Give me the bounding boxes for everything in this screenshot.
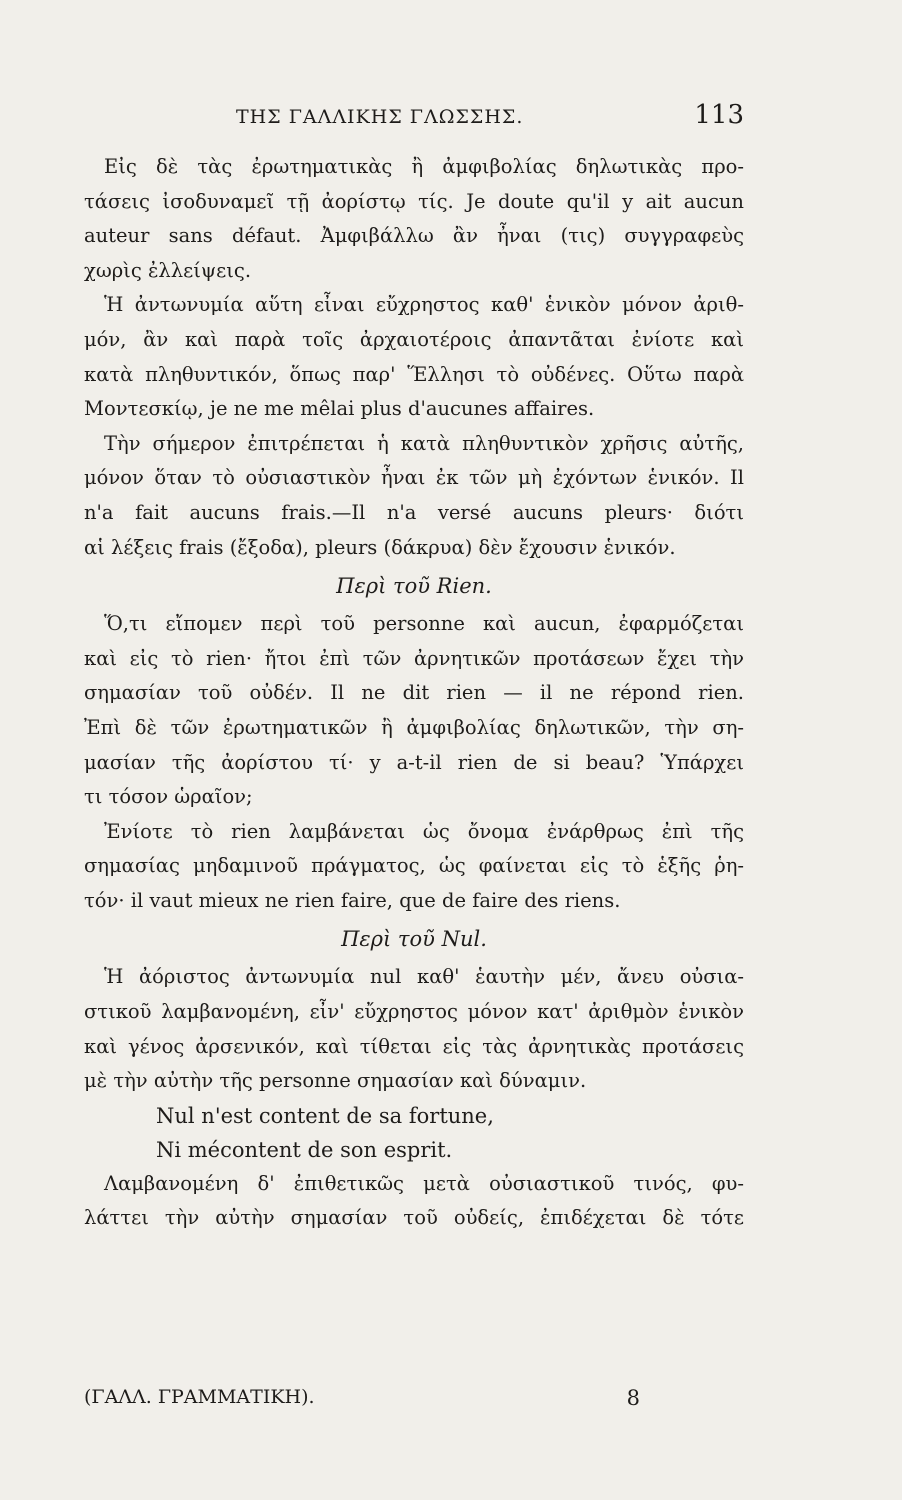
- text-line: κατὰ πληθυντικόν, ὅπως παρ' Ἕλλησι τὸ οὐδένες. Οὕτω παρὰ: [84, 362, 744, 386]
- text-line: Ἐνίοτε τὸ rien λαμβάνεται ὡς ὄνομα ἐνάρθρως ἐπὶ τῆς: [104, 819, 744, 843]
- paragraph: [84, 1167, 744, 1236]
- section-heading-nul: Περὶ τοῦ Nul.: [341, 927, 487, 952]
- text-line: καὶ γένος ἀρσενικόν, καὶ τίθεται εἰς τὰς ἀρνητικὰς προτάσεις: [84, 1034, 744, 1058]
- paragraph: [84, 427, 744, 565]
- text-line: Ὅ,τι εἴπομεν περὶ τοῦ personne καὶ aucun, ἐφαρμόζεται: [104, 612, 744, 636]
- signature-text: (ΓΑΛΛ. ΓΡΑΜΜΑΤΙΚΗ).: [84, 1386, 315, 1408]
- text-line: Μοντεσκίῳ, je ne me mêlai plus d'aucunes affaires.: [84, 397, 595, 421]
- text-line: Ἐπὶ δὲ τῶν ἐρωτηματικῶν ἢ ἀμφιβολίας δηλωτικῶν, τὴν ση-: [84, 715, 744, 739]
- paragraph: [84, 815, 744, 919]
- signature-mark: 8: [626, 1386, 640, 1410]
- text-line: n'a fait aucuns frais.—Il n'a versé aucuns pleurs· διότι: [84, 500, 744, 524]
- paragraph: [84, 150, 744, 288]
- page-body: [84, 150, 744, 1236]
- text-line: μόν, ἂν καὶ παρὰ τοῖς ἀρχαιοτέροις ἀπαντᾶται ἐνίοτε καὶ: [84, 327, 744, 351]
- text-line: Ἡ ἀντωνυμία αὕτη εἶναι εὔχρηστος καθ' ἑνικὸν μόνον ἀριθ-: [104, 293, 744, 317]
- text-line: λάττει τὴν αὐτὴν σημασίαν τοῦ οὐδείς, ἐπιδέχεται δὲ τότε: [84, 1206, 744, 1230]
- text-line: τόν· il vaut mieux ne rien faire, que de faire des riens.: [84, 888, 621, 912]
- text-line: στικοῦ λαμβανομένη, εἶν' εὔχρηστος μόνον κατ' ἀριθμὸν ἑνικὸν: [84, 1000, 744, 1024]
- text-line: auteur sans défaut. Ἀμφιβάλλω ἂν ἦναι (τις) συγγραφεὺς: [84, 224, 744, 248]
- page-footer: [84, 1386, 640, 1410]
- text-line: σημασίαν τοῦ οὐδέν. Il ne dit rien — il ne répond rien.: [84, 681, 744, 705]
- text-line: Ἡ ἀόριστος ἀντωνυμία nul καθ' ἑαυτὴν μέν, ἄνευ οὐσια-: [104, 965, 744, 989]
- section-rien: [84, 607, 744, 918]
- text-line: Λαμβανομένη δ' ἐπιθετικῶς μετὰ οὐσιαστικοῦ τινός, φυ-: [104, 1171, 744, 1195]
- text-line: μὲ τὴν αὐτὴν τῆς personne σημασίαν καὶ δύναμιν.: [84, 1069, 587, 1093]
- paragraph: [84, 607, 744, 815]
- section-nul: [84, 960, 744, 1098]
- section-nul-continued: [84, 1167, 744, 1236]
- section-heading-rien: Περὶ τοῦ Rien.: [336, 574, 492, 599]
- text-line: τάσεις ἰσοδυναμεῖ τῇ ἀορίστῳ τίς. Je doute qu'il y ait aucun: [84, 189, 744, 213]
- section-aucun: [84, 150, 744, 565]
- verse-line: Ni mécontent de son esprit.: [156, 1137, 453, 1162]
- paragraph: [84, 288, 744, 426]
- running-head: ΤΗΣ ΓΑΛΛΙΚΗΣ ΓΛΩΣΣΗΣ.: [236, 106, 524, 128]
- text-line: σημασίας μηδαμινοῦ πράγματος, ὡς φαίνεται εἰς τὸ ἑξῆς ῥη-: [84, 854, 744, 878]
- verse-line: Nul n'est content de sa fortune,: [156, 1103, 494, 1128]
- text-line: μασίαν τῆς ἀορίστου τί· y a-t-il rien de si beau? Ὑπάρχει: [84, 750, 744, 774]
- page-number: 113: [694, 100, 744, 130]
- paragraph: [84, 960, 744, 1098]
- text-line: καὶ εἰς τὸ rien· ἤτοι ἐπὶ τῶν ἀρνητικῶν προτάσεων ἔχει τὴν: [84, 646, 744, 670]
- text-line: μόνον ὅταν τὸ οὐσιαστικὸν ἦναι ἐκ τῶν μὴ ἐχόντων ἑνικόν. Il: [84, 466, 744, 490]
- text-line: Εἰς δὲ τὰς ἐρωτηματικὰς ἢ ἀμφιβολίας δηλωτικὰς προ-: [104, 155, 744, 178]
- text-line: Τὴν σήμερον ἐπιτρέπεται ἡ κατὰ πληθυντικὸν χρῆσις αὐτῆς,: [104, 431, 744, 455]
- text-line: τι τόσον ὡραῖον;: [84, 785, 253, 809]
- text-line: χωρὶς ἐλλείψεις.: [84, 258, 252, 282]
- page-header: [236, 100, 742, 130]
- text-line: αἱ λέξεις frais (ἔξοδα), pleurs (δάκρυα) δὲν ἔχουσιν ἑνικόν.: [84, 535, 676, 559]
- verse-quote: [84, 1099, 744, 1167]
